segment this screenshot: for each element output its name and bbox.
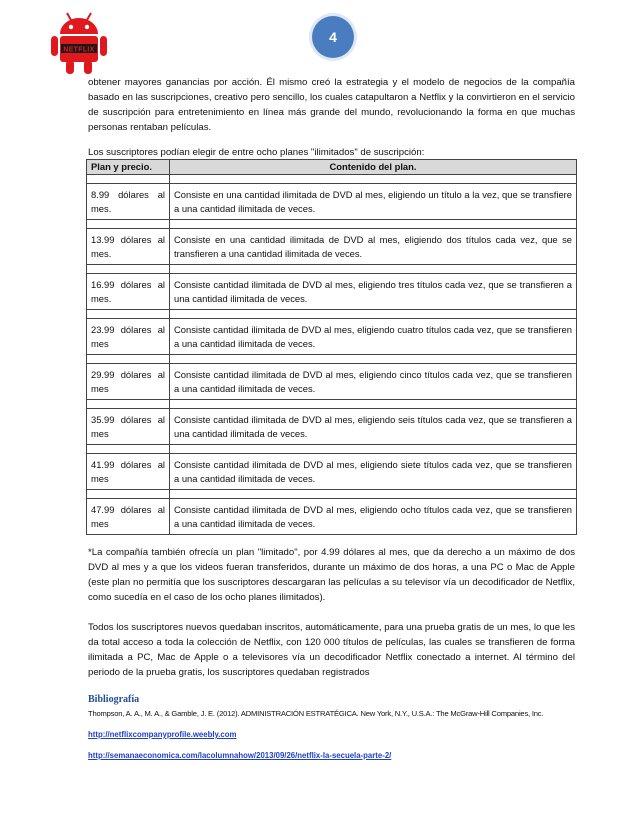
header-content: Contenido del plan. — [170, 160, 577, 175]
paragraph-intro: Los suscriptores podían elegir de entre ocho planes "ilimitados" de suscripción: — [88, 147, 425, 158]
table-row — [87, 184, 577, 220]
spacer-cell — [87, 265, 170, 274]
netflix-android-logo — [50, 10, 108, 76]
header-plan: Plan y precio. — [87, 160, 170, 175]
plan-content: Consiste cantidad ilimitada de DVD al mes, eligiendo tres títulos cada vez, que se transfieren a una cantidad ilimitada de veces. — [170, 274, 577, 310]
plan-content: Consiste cantidad ilimitada de DVD al mes, eligiendo seis títulos cada vez, que se transfieren a una cantidad ilimitada de veces. — [170, 409, 577, 445]
spacer-cell — [87, 490, 170, 499]
spacer-cell — [87, 445, 170, 454]
paragraph-strategy: obtener mayores ganancias por acción. Él mismo creó la estrategia y el modelo de negocios de la compañía basado en las suscripciones, creativo pero sencillo, los cuales catapultaron a Netflix y la convirtieron en el servicio de suscripción para entretenimiento en línea más grande del mundo, revolucionando la forma en que muchas personas rentaban películas. — [88, 77, 575, 133]
bibliography-reference: Thompson, A. A., M. A., & Gamble, J. E. (2012). ADMINISTRACIÓN ESTRATÉGICA. New York, N.Y., U.S.A.: The McGraw-Hill Companies, Inc. — [88, 709, 544, 718]
plan-content: Consiste en una cantidad ilimitada de DVD al mes, eligiendo un título a la vez, que se transfiere a una cantidad ilimitada de veces. — [170, 184, 577, 220]
plan-content: Consiste cantidad ilimitada de DVD al mes, eligiendo ocho títulos cada vez, que se transfieren a una cantidad ilimitada de veces. — [170, 499, 577, 535]
table-row — [87, 499, 577, 535]
table-row — [87, 454, 577, 490]
plan-price: 35.99 dólares al mes — [87, 409, 170, 445]
plan-content: Consiste cantidad ilimitada de DVD al mes, eligiendo cuatro títulos cada vez, que se transfieren a una cantidad ilimitada de veces. — [170, 319, 577, 355]
bibliography-title: Bibliografía — [88, 694, 140, 705]
plan-price: 16.99 dólares al mes. — [87, 274, 170, 310]
plans-table — [86, 159, 577, 535]
plan-content: Consiste cantidad ilimitada de DVD al mes, eligiendo siete títulos cada vez, que se transfieren a una cantidad ilimitada de veces. — [170, 454, 577, 490]
plan-price: 13.99 dólares al mes. — [87, 229, 170, 265]
spacer-cell — [170, 400, 577, 409]
spacer-cell — [87, 310, 170, 319]
table-row — [87, 364, 577, 400]
table-row — [87, 319, 577, 355]
spacer-cell — [170, 490, 577, 499]
bibliography-link-semanaeconomica[interactable]: http://semanaeconomica.com/lacolumnahow/2013/09/26/netflix-la-secuela-parte-2/ — [88, 751, 392, 760]
paragraph-free-trial: Todos los suscriptores nuevos quedaban inscritos, automáticamente, para una prueba gratis de un mes, lo que les da total acceso a toda la colección de Netflix, con 120 000 títulos de películas, las cuales se transfieren de forma ilimitada a PC, Mac de Apple o a televisores vía un decodificador Netflix conectado a internet. Al término del periodo de la prueba gratis, los suscriptores quedaban registrados — [88, 622, 575, 678]
spacer-cell — [170, 265, 577, 274]
plan-price: 47.99 dólares al mes — [87, 499, 170, 535]
plan-content: Consiste en una cantidad ilimitada de DVD al mes, eligiendo dos títulos cada vez, que se transfieren a una cantidad ilimitada de veces. — [170, 229, 577, 265]
page-number: 4 — [312, 16, 354, 58]
plan-content: Consiste cantidad ilimitada de DVD al mes, eligiendo cinco títulos cada vez, que se transfieren a una cantidad ilimitada de veces. — [170, 364, 577, 400]
logo-text: NETFLIX — [63, 46, 95, 54]
spacer-cell — [170, 175, 577, 184]
spacer-cell — [170, 445, 577, 454]
table-header-row — [87, 160, 577, 175]
table-row — [87, 274, 577, 310]
spacer-cell — [87, 220, 170, 229]
spacer-cell — [170, 220, 577, 229]
bibliography — [88, 694, 608, 772]
spacer-cell — [87, 175, 170, 184]
bibliography-link-weebly[interactable]: http://netflixcompanyprofile.weebly.com — [88, 730, 237, 739]
spacer-cell — [87, 355, 170, 364]
table-row — [87, 229, 577, 265]
paragraph-limited-plan: *La compañía también ofrecía un plan "limitado", por 4.99 dólares al mes, que da derecho a un máximo de dos DVD al mes y a que los videos fueran transferidos, durante un máximo de dos horas, a una PC o Mac de Apple (este plan no permitía que los suscriptores descargaran las películas a su televisor vía un decodificador de Netflix, como sucedía en el caso de los ocho planes ilimitados). — [88, 547, 575, 603]
plan-price: 23.99 dólares al mes — [87, 319, 170, 355]
plan-price: 29.99 dólares al mes — [87, 364, 170, 400]
plan-price: 41.99 dólares al mes — [87, 454, 170, 490]
spacer-cell — [170, 310, 577, 319]
spacer-cell — [87, 400, 170, 409]
spacer-cell — [170, 355, 577, 364]
plan-price: 8.99 dólares al mes. — [87, 184, 170, 220]
table-row — [87, 409, 577, 445]
